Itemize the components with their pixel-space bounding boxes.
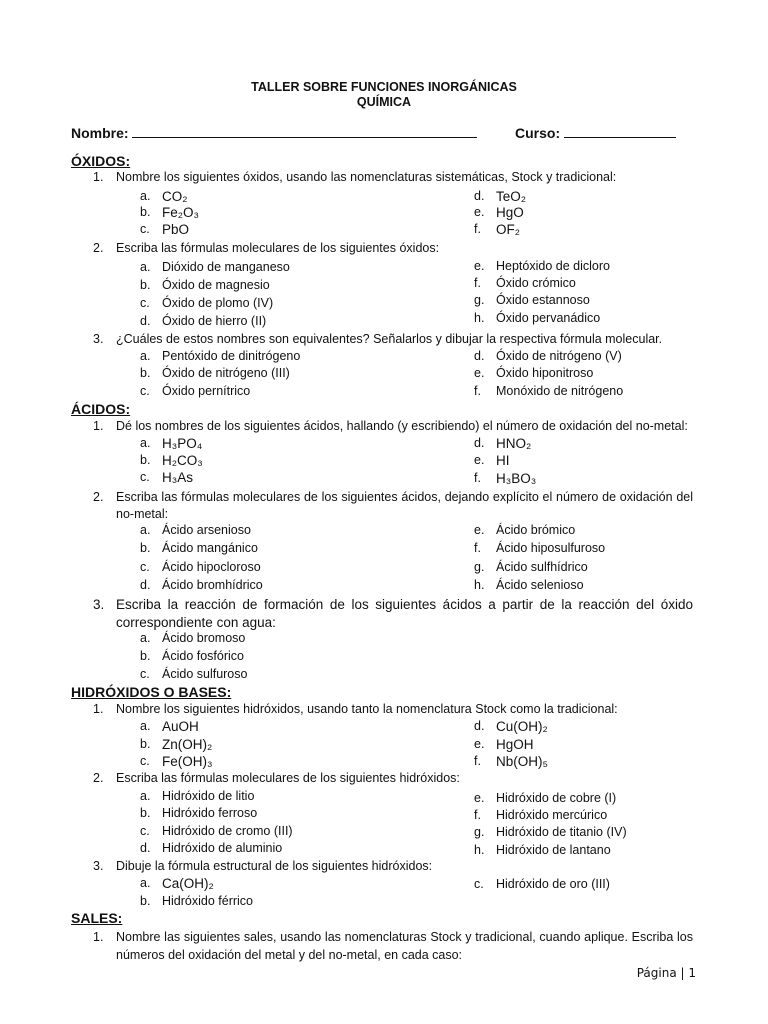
curso-blank [564,125,676,138]
section-hidroxidos-heading: HIDRÓXIDOS O BASES: [71,684,232,700]
nombre-blank [132,125,477,138]
question-text: Escriba las fórmulas moleculares de los siguientes ácidos, dejando explícito el número de oxidación del no-metal: [116,490,693,521]
section-acidos-heading: ÁCIDOS: [71,401,131,417]
question-number: 1. [93,419,104,433]
question-text: Escriba la reacción de formación de los siguientes ácidos a partir de la reacción del óxido correspondiente con agua: [116,597,693,630]
question-text: Dibuje la fórmula estructural de los siguientes hidróxidos: [116,859,433,873]
question-number: 2. [93,241,104,255]
nombre-label: Nombre: [71,125,129,141]
question-number: 3. [93,859,104,873]
question-text: Nombre los siguientes hidróxidos, usando tanto la nomenclatura Stock como la tradicional: [116,702,618,716]
question-number: 1. [93,930,104,944]
question-text: Nombre las siguientes sales, usando las nomenclaturas Stock y tradicional, cuando aplique. Escriba los números del oxidación del metal y del no-metal, en cada caso: [116,930,693,962]
nombre-field [71,125,477,141]
question-text: Escriba las fórmulas moleculares de los siguientes hidróxidos: [116,771,460,785]
question-text: ¿Cuáles de estos nombres son equivalentes? Señalarlos y dibujar la respectiva fórmula molecular. [116,332,663,346]
document-subtitle: QUÍMICA [356,95,412,109]
question-number: 3. [93,597,105,612]
curso-field [515,125,676,141]
worksheet-page: TALLER SOBRE FUNCIONES INORGÁNICAS QUÍMICA Nombre: Curso: ÓXIDOS: 1. Nombre los siguientes óxidos, usando las nomenclaturas sistemáticas, Stock y tradicional: a. CO₂ b. Fe₂O₃ c. PbO d. TeO₂ e. HgO f. OF₂ 2. Escriba las fórmulas moleculares de los siguientes óxidos: a. Dióxido de manganeso b. Óxido de magnesio c. Óxido de plomo (IV) d. Óxido de hierro (II) e. Heptóxido de dicloro f. Óxido crómico g. Óxido estannoso h. Óxido pervanádico 3. ¿Cuáles de estos nombres son equivalentes? Señalarlos y dibujar la respectiva fórmula molecular. a. Pentóxido de dinitrógeno b. Óxido de nitrógeno (III) c. Óxido pernítrico d. Óxido de nitrógeno (V) e. Óxido hiponitroso f. Monóxido de nitrógeno ÁCIDOS: 1. Dé los nombres de los siguientes ácidos, hallando (y escribiendo) el número de oxidación del no-metal: a. H₃PO₄ b. H₂CO₃ c. H₃As d. HNO₂ e. HI f. H₃BO₃ 2. Escriba las fórmulas moleculares de los siguientes ácidos, dejando explícito el número de oxidación del no-metal: a. Ácido arsenioso b. Ácido mangánico c. Ácido hipocloroso d. Ácido bromhídrico e. Ácido brómico f. Ácido hiposulfuroso g. Ácido sulfhídrico h. Ácido selenioso 3. Escriba la reacción de formación de los siguientes ácidos a partir de la reacción del óxido correspondiente con agua: a. Ácido bromoso b. Ácido fosfórico c. Ácido sulfuroso HIDRÓXIDOS O BASES: 1. Nombre los siguientes hidróxidos, usando tanto la nomenclatura Stock como la tradicional: a. AuOH b. Zn(OH)₂ c. Fe(OH)₃ d. Cu(OH)₂ e. HgOH f. Nb(OH)₅ 2. Escriba las fórmulas moleculares de los siguientes hidróxidos: a. Hidróxido de litio b. Hidróxido ferroso c. Hidróxido de cromo (III) d. Hidróxido de aluminio e. Hidróxido de cobre (I) f. Hidróxido mercúrico g. Hidróxido de titanio (IV) h. Hidróxido de lantano 3. Dibuje la fórmula estructural de los siguientes hidróxidos: a. Ca(OH)₂ b. Hidróxido férrico c. Hidróxido de oro (III) SALES: 1. Nombre las siguientes sales, usando las nomenclaturas Stock y tradicional, cuando aplique. Escriba los números del oxidación del metal y del no-metal, en cada caso: Página | 1 [0,0,768,1024]
document-title: TALLER SOBRE FUNCIONES INORGÁNICAS [251,80,517,94]
question-number: 3. [93,332,104,346]
page-number: Página | 1 [636,966,696,980]
curso-label: Curso: [515,125,561,141]
section-sales-heading: SALES: [71,910,123,926]
question-text: Dé los nombres de los siguientes ácidos, hallando (y escribiendo) el número de oxidación del no-metal: [116,419,688,433]
question-number: 1. [93,702,104,716]
question-text: Escriba las fórmulas moleculares de los siguientes óxidos: [116,241,440,255]
question-number: 2. [93,490,104,504]
section-oxidos-heading: ÓXIDOS: [71,153,131,169]
question-number: 1. [93,170,104,184]
question-number: 2. [93,771,104,785]
question-text: Nombre los siguientes óxidos, usando las nomenclaturas sistemáticas, Stock y tradicional: [116,170,617,184]
